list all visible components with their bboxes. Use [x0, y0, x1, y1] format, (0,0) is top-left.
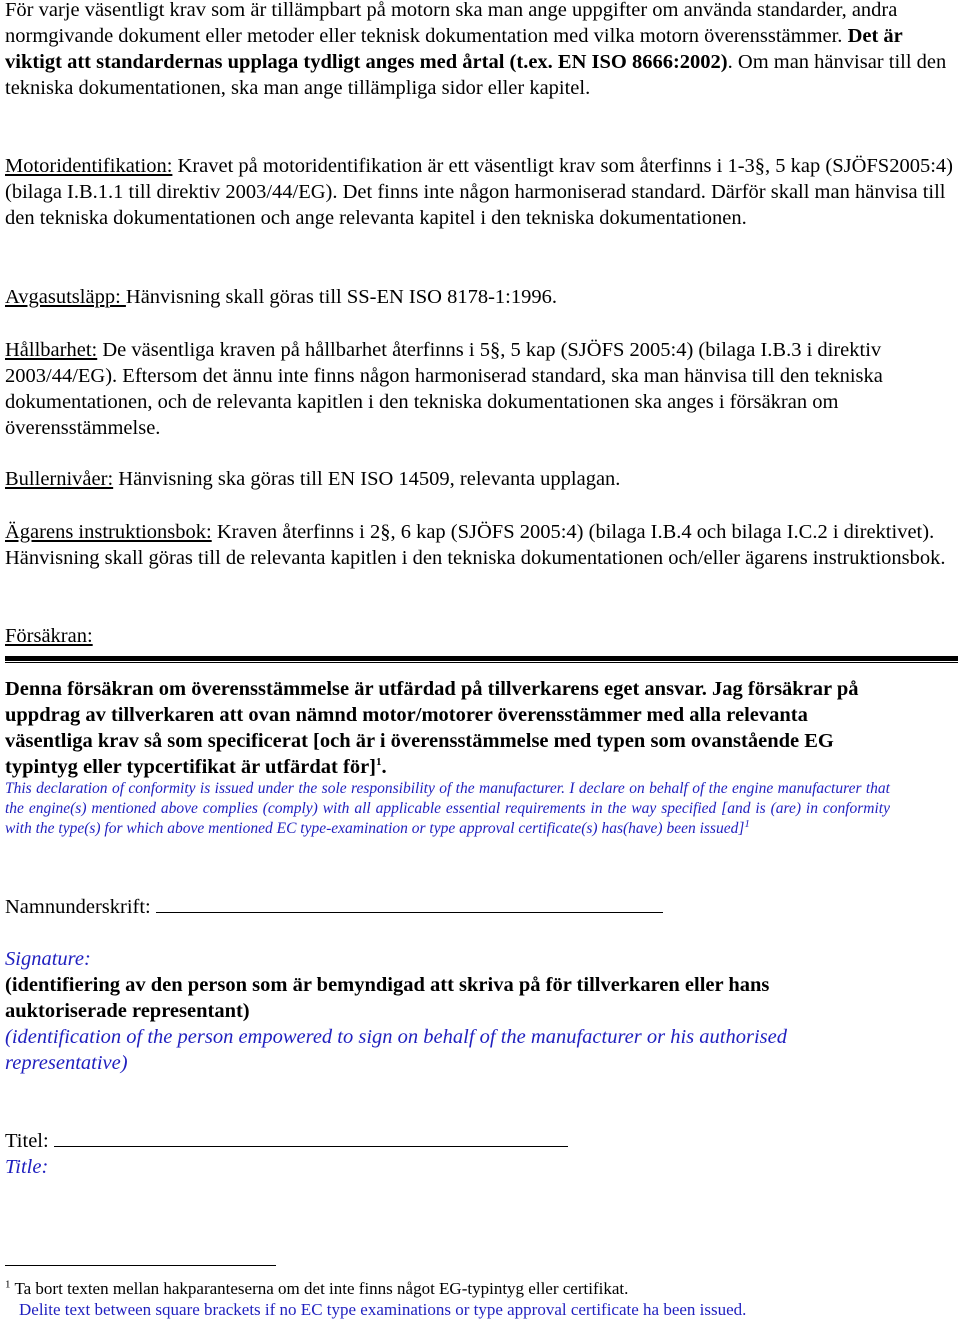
footnote-swedish-text: Ta bort texten mellan hakparanteserna om det inte finns något EG-typintyg eller certifikat. — [10, 1279, 629, 1298]
footnote-english: Delite text between square brackets if no EC type examinations or type approval certificate ha been issued. — [19, 1300, 747, 1319]
footnote-divider — [5, 1265, 276, 1266]
hallbarhet-label: Hållbarhet: — [5, 339, 98, 361]
declaration-english-text: This declaration of conformity is issued under the sole responsibility of the manufacturer. I declare on behalf of the engine manufacturer that the engine(s) mentioned above complies (comply) with all applicable essential requirements in the way specified [and is (are) in conformity with the type(s) for which above mentioned EC type-examination or type approval certificate(s) has(have) been issued] — [5, 780, 890, 837]
identification-english: (identification of the person empowered to sign on behalf of the manufacturer or his authorised representative) — [5, 1026, 787, 1074]
motoridentifikation-paragraph — [5, 153, 955, 231]
hallbarhet-text: De väsentliga kraven på hållbarhet återfinns i 5§, 5 kap (SJÖFS 2005:4) (bilaga I.B.3 i direktiv 2003/44/EG). Eftersom det ännu inte finns någon harmoniserad standard, ska man hänvisa till den tekniska dokumentationen, och de relevanta kapitlen i den tekniska dokumentationen ska anges i försäkran om överensstämmelse. — [5, 339, 883, 439]
agarens-instruktionsbok-paragraph — [5, 519, 955, 571]
intro-paragraph — [5, 0, 955, 101]
intro-text: För varje väsentligt krav som är tillämpbart på motorn ska man ange uppgifter om använda standarder, andra normgivande dokument eller metoder eller teknisk dokumentation med vilka motorn överensstämmer. — [5, 0, 898, 47]
bullerniva-paragraph — [5, 466, 955, 492]
intro-text-end: . Om man hänvisar till den tekniska dokumentationen, ska man ange tillämpliga sidor eller kapitel. — [5, 51, 947, 99]
avgasutslapp-label: Avgasutsläpp: — [5, 286, 126, 308]
signature-english-label: Signature: — [5, 948, 91, 970]
bullerniva-label: Bullernivåer: — [5, 468, 114, 490]
namnunderskrift-row — [5, 894, 955, 920]
identification-swedish: (identifiering av den person som är bemyndigad att skriva på för tillverkaren eller hans auktoriserade representant) — [5, 974, 770, 1022]
section-divider-thin — [5, 662, 958, 663]
declaration-swedish — [5, 676, 885, 780]
intro-bold-text: Det är viktigt att standardernas upplaga tydligt anges med årtal (t.ex. EN ISO 8666:2002) — [5, 25, 903, 73]
motoridentifikation-label: Motoridentifikation: — [5, 155, 173, 177]
namnunderskrift-label: Namnunderskrift: — [5, 896, 156, 918]
hallbarhet-paragraph — [5, 337, 955, 441]
footnote-ref-english: 1 — [744, 817, 750, 830]
forsakran-heading: Försäkran: — [5, 625, 93, 647]
declaration-english — [5, 779, 890, 838]
footnote-swedish — [5, 1278, 945, 1299]
title-english-label: Title: — [5, 1156, 49, 1178]
avgasutslapp-text: Hänvisning skall göras till SS-EN ISO 8178-1:1996. — [125, 286, 557, 308]
footnote-marker: 1 — [5, 1278, 11, 1291]
titel-label: Titel: — [5, 1130, 54, 1152]
motoridentifikation-text: Kravet på motoridentifikation är ett väsentligt krav som återfinns i 1-3§, 5 kap (SJÖFS2005:4) (bilaga I.B.1.1 till direktiv 2003/44/EG). Det finns inte någon harmoniserad standard. Därför skall man hänvisa till den tekniska dokumentationen och ange relevanta kapitel i den tekniska dokumentationen. — [5, 155, 953, 229]
title-line[interactable] — [54, 1128, 568, 1147]
bullerniva-text: Hänvisning ska göras till EN ISO 14509, relevanta upplagan. — [113, 468, 621, 490]
agarens-instruktionsbok-text: Kraven återfinns i 2§, 6 kap (SJÖFS 2005:4) (bilaga I.B.4 och bilaga I.C.2 i direktivet). Hänvisning skall göras till de relevanta kapitlen i den tekniska dokumentationen och/eller ägarens instruktionsbok. — [5, 521, 946, 569]
declaration-swedish-end: . — [381, 756, 387, 778]
declaration-swedish-text: Denna försäkran om överensstämmelse är utfärdad på tillverkarens eget ansvar. Jag försäkrar på uppdrag av tillverkaren att ovan nämnd motor/motorer överensstämmer med alla relevanta väsentliga krav så som specificerat [och är i överensstämmelse med typen som ovanstående EG typintyg eller typcertifikat är utfärdat för] — [5, 678, 859, 778]
section-divider-thick — [5, 656, 958, 661]
titel-row — [5, 1128, 955, 1154]
signature-line[interactable] — [156, 894, 663, 913]
avgasutslapp-paragraph — [5, 284, 955, 310]
footnote-ref: 1 — [376, 756, 382, 769]
agarens-instruktionsbok-label: Ägarens instruktionsbok: — [5, 521, 212, 543]
